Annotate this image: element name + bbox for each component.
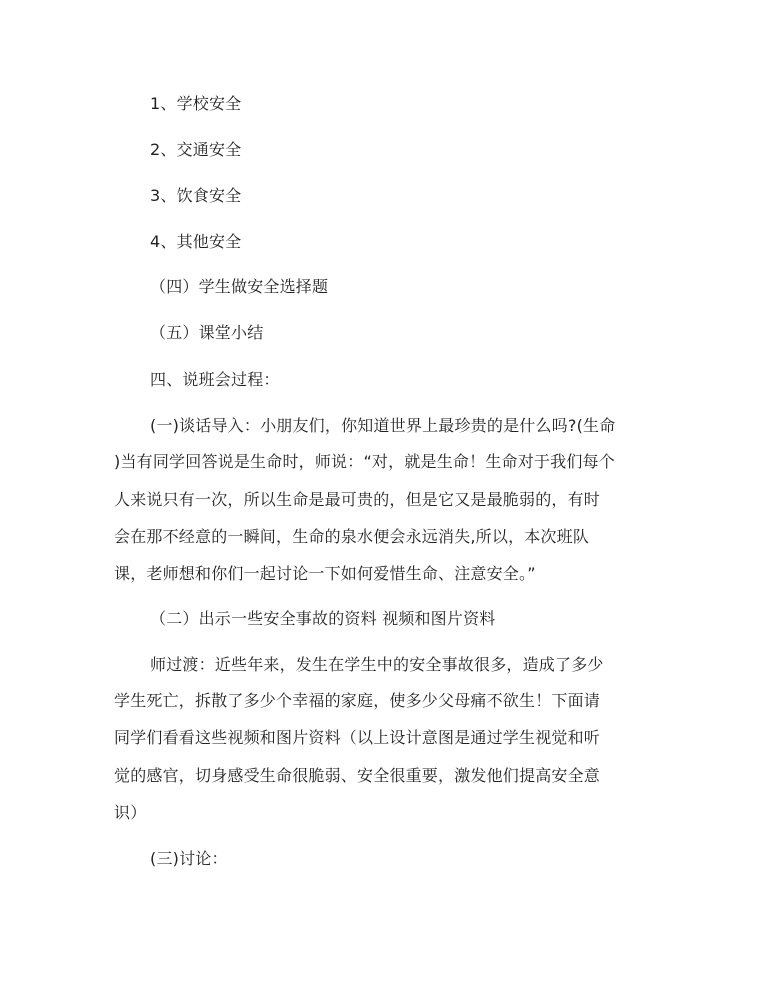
paragraph-line: 课，老师想和你们一起讨论一下如何爱惜生命、注意安全。” bbox=[114, 564, 536, 583]
paragraph-line: 识） bbox=[114, 803, 147, 822]
paragraph-line: 觉的感官，切身感受生命很脆弱、安全很重要，激发他们提高安全意 bbox=[114, 766, 601, 785]
list-item-traffic-safety: 2、交通安全 bbox=[150, 140, 242, 159]
section-heading-2: （二）出示一些安全事故的资料 视频和图片资料 bbox=[150, 609, 496, 628]
paragraph-line: 人来说只有一次，所以生命是最可贵的，但是它又是最脆弱的，有时 bbox=[114, 490, 601, 509]
list-item-other-safety: 4、其他安全 bbox=[150, 232, 242, 251]
section-heading-4: （四）学生做安全选择题 bbox=[150, 277, 329, 296]
section-heading-process: 四、说班会过程： bbox=[150, 370, 280, 389]
paragraph-line: )当有同学回答说是生命时，师说：“对，就是生命！生命对于我们每个 bbox=[114, 452, 615, 471]
paragraph-line: (一)谈话导入：小朋友们，你知道世界上最珍贵的是什么吗?(生命 bbox=[150, 416, 616, 435]
paragraph-line: 同学们看看这些视频和图片资料（以上设计意图是通过学生视觉和听 bbox=[114, 728, 601, 747]
paragraph-line: 会在那不经意的一瞬间，生命的泉水便会永远消失,所以，本次班队 bbox=[114, 527, 590, 546]
section-heading-5: （五）课堂小结 bbox=[150, 323, 264, 342]
list-item-food-safety: 3、饮食安全 bbox=[150, 186, 242, 205]
list-item-school-safety: 1、学校安全 bbox=[150, 94, 242, 113]
paragraph-line: 师过渡：近些年来，发生在学生中的安全事故很多，造成了多少 bbox=[150, 655, 604, 674]
paragraph-line: 学生死亡，拆散了多少个幸福的家庭，使多少父母痛不欲生！下面请 bbox=[114, 691, 601, 710]
section-heading-3: (三)讨论： bbox=[150, 849, 228, 868]
